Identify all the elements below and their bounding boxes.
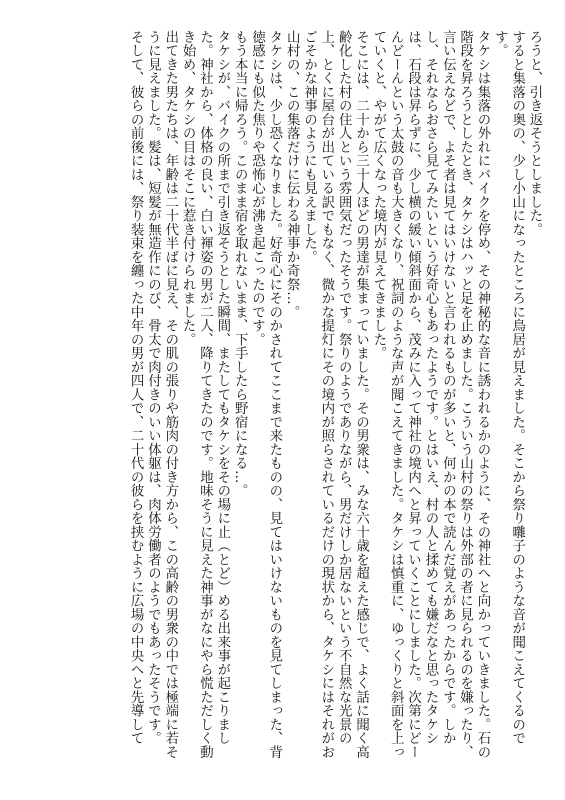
- paragraph-2: すると集落の奥の、少し小山になったところに鳥居が見えました。そこから祭り囃子のような音が聞こえてくるのです。: [492, 30, 525, 745]
- paragraph-3: タケシは集落の外れにバイクを停め、その神秘的な音に誘われるかのように、その神社へと向かっていきました。石の階段を昇ろうとしたとき、タケシはハッと足を止めました。こういう山村の祭りは外部の者に見られるのを嫌ったり、言い伝えなどで、よそ者は見てはいけないと言われるものが多いと、何かの本で読んだ覚えがあったからです。しかし、それならおさら見てみたいという好奇心もあったようです。とはいえ、村の人と揉めても嫌だなと思ったタケシは、石段は昇らずに、少し横の緩い傾斜面から、茂みに入って神社の境内へと昇っていくことにしました。次第にどーんどーんという太鼓の音も大きくなり、祝詞のような声が聞こえてきました。タケシは慎重に、ゆっくりと斜面を上っていくと、やがて広くなった境内が見えてきました。: [370, 30, 490, 759]
- paragraph-4: そこには、二十から三十人ほどの男達が集まっていました。その男衆は、みな六十歳を超えた感じで、よく話に聞く高齢化した村の住人という雰囲気だったそうです。祭りのようでありながら、男だけしか居ないという不自然な光景の上、とくに屋台が出ている訳でもなく、微かな提灯にその境内が照らされているだけの現状から、タケシにはそれがおごそかな神事のようにも見えました。: [301, 30, 369, 759]
- paragraph-6: タケシは、少し恐くなりました。好奇心にそのかされてここまで来たものの、見てはいけないものを見てしまった、背徳感にも似た焦りや恐怖心が沸き起こったのです。: [249, 30, 282, 759]
- paragraph-8: タケシが、バイクの所まで引き返そうとした瞬間、またしてもタケシをその場に止（とど）める出来事が起こりました。神社から、体格の良い、白い褌姿の男が二人、降りてきたのです。地味そうに見えた神事がなにやら慌ただしく動き始め、タケシの目はそこに惹き付けられました。: [180, 30, 230, 759]
- vertical-text-body: [22, 30, 543, 770]
- paragraph-1: ろうと、引き返そうとしました。: [527, 30, 542, 237]
- paragraph-5: 山村の、この集落だけに伝わる神事か奇祭…。: [284, 30, 300, 319]
- paragraph-7: もう本当に帰ろう。このまま宿を取れないまま、下手したら野宿になる…。: [232, 30, 248, 498]
- paragraph-10: そして、彼らの前後には、祭り装束を纏った中年の男が四人で、二十代の彼らを挟むように広場の中央へと先導して: [128, 30, 144, 745]
- paragraph-9: 出てきた男たちは、年齢は二十代半ばに見え、その肌の張りや筋肉の付き方から、この高齢の男衆の中では極端に若そうに見えました。髪は、短髪が無造作にのび、骨太で肉付きのいい体躯は、肉体労働者のようでもあったそうです。: [145, 30, 178, 759]
